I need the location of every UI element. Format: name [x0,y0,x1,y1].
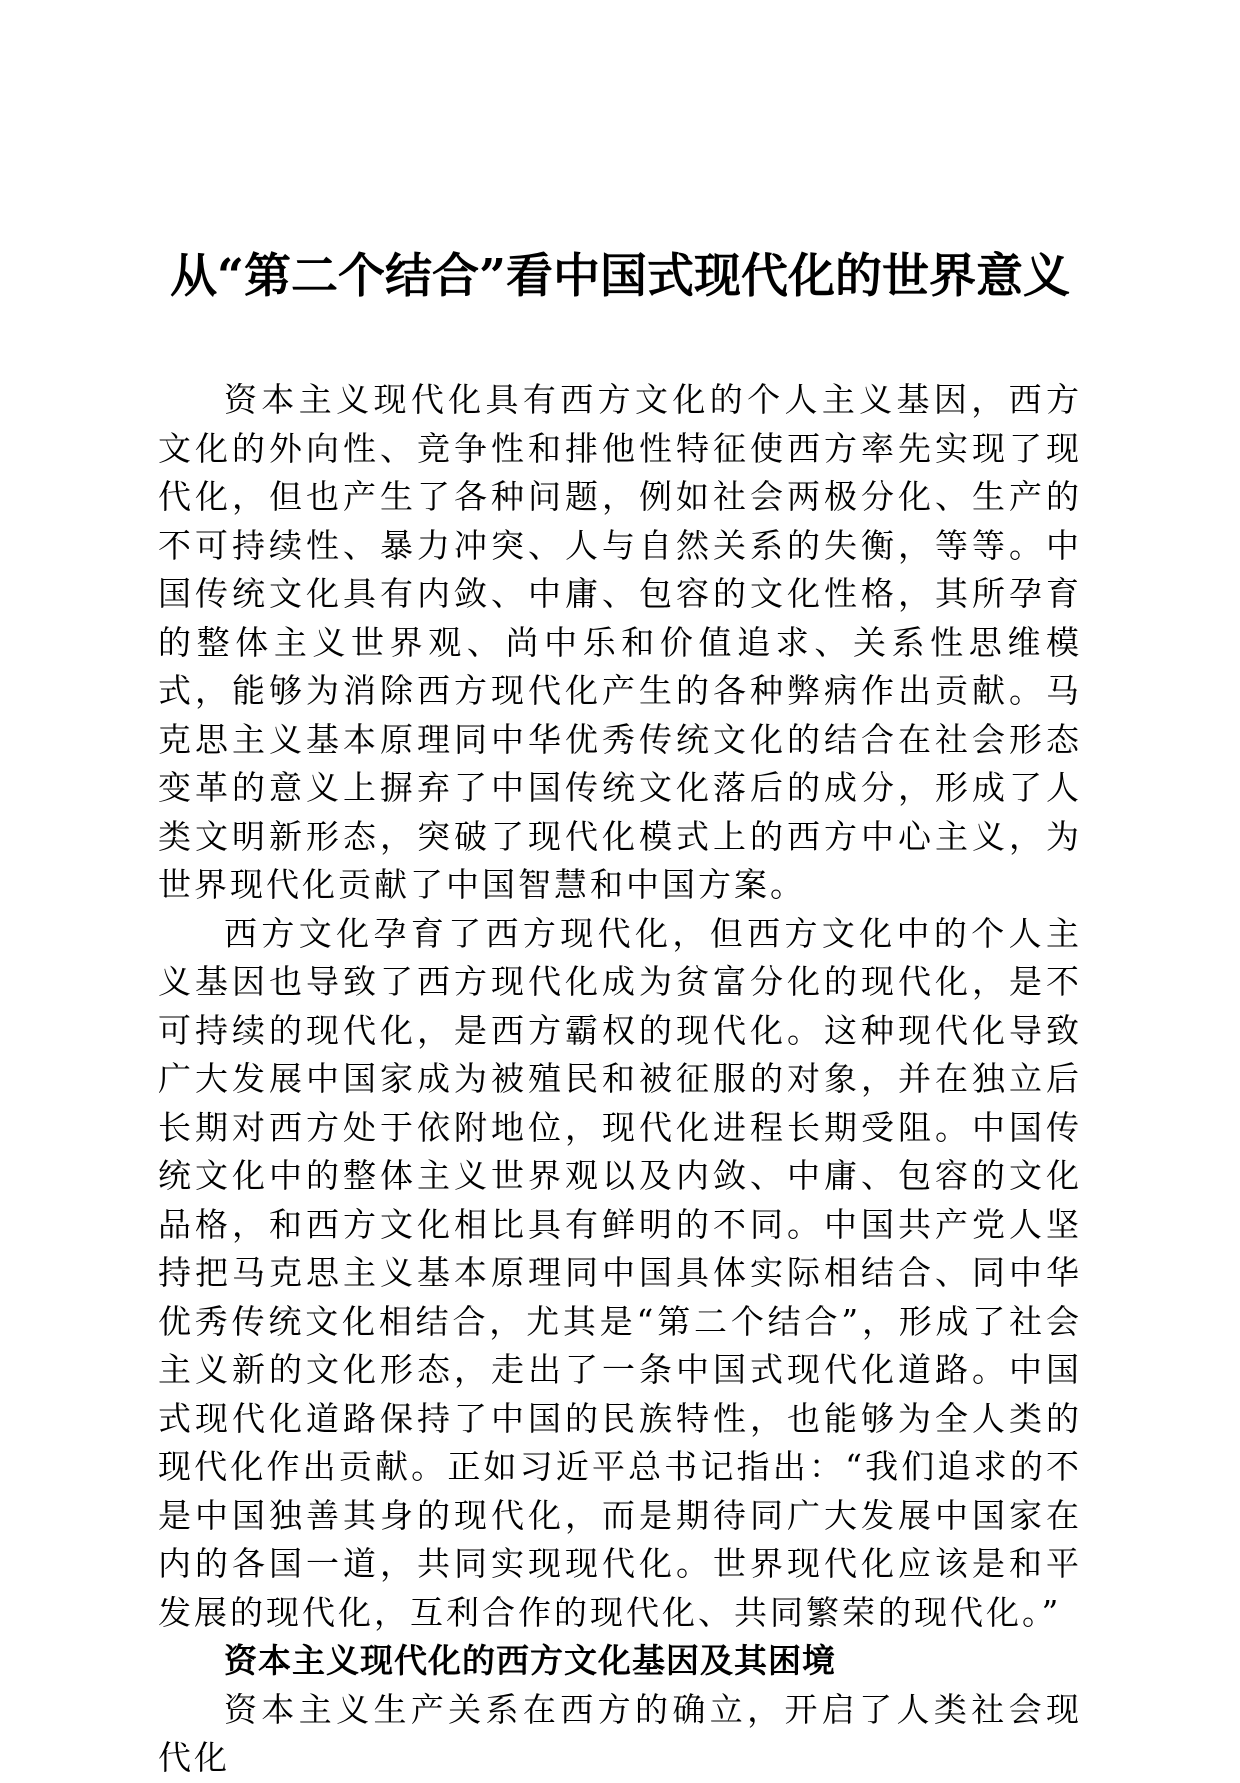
body-paragraph-2: 西方文化孕育了西方现代化，但西方文化中的个人主义基因也导致了西方现代化成为贫富分化的现代化，是不可持续的现代化，是西方霸权的现代化。这种现代化导致广大发展中国家成为被殖民和被征服的对象，并在独立后长期对西方处于依附地位，现代化进程长期受阻。中国传统文化中的整体主义世界观以及内敛、中庸、包容的文化品格，和西方文化相比具有鲜明的不同。中国共产党人坚持把马克思主义基本原理同中国具体实际相结合、同中华优秀传统文化相结合，尤其是“第二个结合”，形成了社会主义新的文化形态，走出了一条中国式现代化道路。中国式现代化道路保持了中国的民族特性，也能够为全人类的现代化作出贡献。正如习近平总书记指出：“我们追求的不是中国独善其身的现代化，而是期待同广大发展中国家在内的各国一道，共同实现现代化。世界现代化应该是和平发展的现代化，互利合作的现代化、共同繁荣的现代化。” [158,913,1082,1632]
section-paragraph-start: 资本主义生产关系在西方的确立，开启了人类社会现代化 [158,1689,1082,1777]
body-paragraph-1: 资本主义现代化具有西方文化的个人主义基因，西方文化的外向性、竞争性和排他性特征使西方率先实现了现代化，但也产生了各种问题，例如社会两极分化、生产的不可持续性、暴力冲突、人与自然关系的失衡，等等。中国传统文化具有内敛、中庸、包容的文化性格，其所孕育的整体主义世界观、尚中乐和价值追求、关系性思维模式，能够为消除西方现代化产生的各种弊病作出贡献。马克思主义基本原理同中华优秀传统文化的结合在社会形态变革的意义上摒弃了中国传统文化落后的成分，形成了人类文明新形态，突破了现代化模式上的西方中心主义，为世界现代化贡献了中国智慧和中国方案。 [158,380,1082,904]
document-title: 从“第二个结合”看中国式现代化的世界意义 [169,249,1071,304]
section-heading: 资本主义现代化的西方文化基因及其困境 [224,1641,836,1680]
document-body [158,376,1082,1783]
